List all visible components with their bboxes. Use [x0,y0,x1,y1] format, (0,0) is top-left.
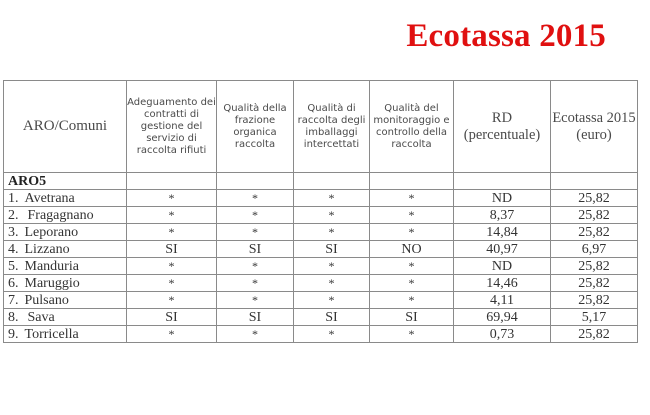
criterion-monitoraggio-cell: * [370,258,454,275]
row-number: 6. [8,275,19,291]
criterion-imballaggi-cell: * [294,292,370,309]
header-row [4,81,638,173]
comune-name: Avetrana [24,190,75,206]
criterion-imballaggi-cell: * [294,190,370,207]
group-empty-cell [551,173,638,190]
table-row [4,326,638,343]
comune-name: Torricella [24,326,79,342]
criterion-organica-cell: * [217,326,294,343]
page-title: Ecotassa 2015 [406,18,606,54]
row-number: 7. [8,292,19,308]
ecotassa-table [3,80,638,343]
criterion-contratti-cell: * [127,258,217,275]
criterion-imballaggi-cell: SI [294,241,370,258]
criterion-contratti-cell: * [127,207,217,224]
table-row [4,190,638,207]
group-empty-cell [454,173,551,190]
comune-cell [4,241,127,258]
rd-percentuale-cell: 69,94 [454,309,551,326]
row-number: 1. [8,190,19,206]
table-row [4,224,638,241]
header-qualita-frazione-organica: Qualità della frazione organica raccolta [217,81,294,173]
group-empty-cell [294,173,370,190]
table-row [4,207,638,224]
criterion-organica-cell: * [217,275,294,292]
criterion-imballaggi-cell: * [294,326,370,343]
ecotassa-cell: 25,82 [551,292,638,309]
ecotassa-cell: 25,82 [551,275,638,292]
comune-name: Sava [27,309,55,325]
criterion-monitoraggio-cell: * [370,190,454,207]
table-row [4,275,638,292]
criterion-organica-cell: * [217,258,294,275]
row-number: 8. [8,309,19,325]
criterion-organica-cell: SI [217,309,294,326]
row-number: 4. [8,241,19,257]
criterion-monitoraggio-cell: * [370,292,454,309]
rd-percentuale-cell: 0,73 [454,326,551,343]
comune-cell [4,224,127,241]
comune-cell [4,275,127,292]
group-empty-cell [217,173,294,190]
criterion-contratti-cell: * [127,275,217,292]
criterion-imballaggi-cell: * [294,207,370,224]
criterion-organica-cell: * [217,207,294,224]
header-qualita-imballaggi: Qualità di raccolta degli imballaggi intercettati [294,81,370,173]
header-ecotassa-euro: Ecotassa 2015 (euro) [551,81,638,173]
criterion-monitoraggio-cell: * [370,224,454,241]
comune-name: Maruggio [24,275,80,291]
criterion-imballaggi-cell: SI [294,309,370,326]
rd-percentuale-cell: ND [454,190,551,207]
comune-cell [4,190,127,207]
group-empty-cell [370,173,454,190]
group-empty-cell [127,173,217,190]
comune-name: Pulsano [24,292,69,308]
criterion-monitoraggio-cell: SI [370,309,454,326]
row-number: 3. [8,224,19,240]
rd-percentuale-cell: 40,97 [454,241,551,258]
criterion-monitoraggio-cell: * [370,326,454,343]
rd-percentuale-cell: 4,11 [454,292,551,309]
criterion-monitoraggio-cell: * [370,275,454,292]
row-number: 9. [8,326,19,342]
criterion-contratti-cell: * [127,190,217,207]
rd-percentuale-cell: 14,46 [454,275,551,292]
header-adeguamento-contratti: Adeguamento dei contratti di gestione del servizio di raccolta rifiuti [127,81,217,173]
criterion-organica-cell: * [217,292,294,309]
ecotassa-cell: 6,97 [551,241,638,258]
comune-cell [4,326,127,343]
group-row [4,173,638,190]
comune-cell [4,309,127,326]
comune-name: Leporano [24,224,79,240]
table-row [4,292,638,309]
ecotassa-cell: 25,82 [551,326,638,343]
rd-percentuale-cell: 14,84 [454,224,551,241]
group-label: ARO5 [4,173,127,190]
comune-name: Manduria [24,258,79,274]
rd-percentuale-cell: 8,37 [454,207,551,224]
ecotassa-cell: 5,17 [551,309,638,326]
table-row [4,258,638,275]
row-number: 5. [8,258,19,274]
criterion-contratti-cell: * [127,326,217,343]
ecotassa-cell: 25,82 [551,224,638,241]
rd-percentuale-cell: ND [454,258,551,275]
comune-name: Fragagnano [27,207,94,223]
comune-cell [4,292,127,309]
criterion-organica-cell: SI [217,241,294,258]
ecotassa-cell: 25,82 [551,207,638,224]
ecotassa-cell: 25,82 [551,258,638,275]
row-number: 2. [8,207,19,223]
criterion-contratti-cell: * [127,224,217,241]
criterion-contratti-cell: * [127,292,217,309]
criterion-organica-cell: * [217,224,294,241]
comune-name: Lizzano [24,241,70,257]
header-rd-percentuale: RD (percentuale) [454,81,551,173]
criterion-monitoraggio-cell: * [370,207,454,224]
criterion-contratti-cell: SI [127,241,217,258]
criterion-organica-cell: * [217,190,294,207]
table-row [4,241,638,258]
criterion-imballaggi-cell: * [294,258,370,275]
criterion-imballaggi-cell: * [294,224,370,241]
ecotassa-cell: 25,82 [551,190,638,207]
comune-cell [4,258,127,275]
criterion-contratti-cell: SI [127,309,217,326]
header-qualita-monitoraggio: Qualità del monitoraggio e controllo della raccolta [370,81,454,173]
header-aro-comuni: ARO/Comuni [4,81,127,173]
criterion-imballaggi-cell: * [294,275,370,292]
criterion-monitoraggio-cell: NO [370,241,454,258]
table-row [4,309,638,326]
comune-cell [4,207,127,224]
